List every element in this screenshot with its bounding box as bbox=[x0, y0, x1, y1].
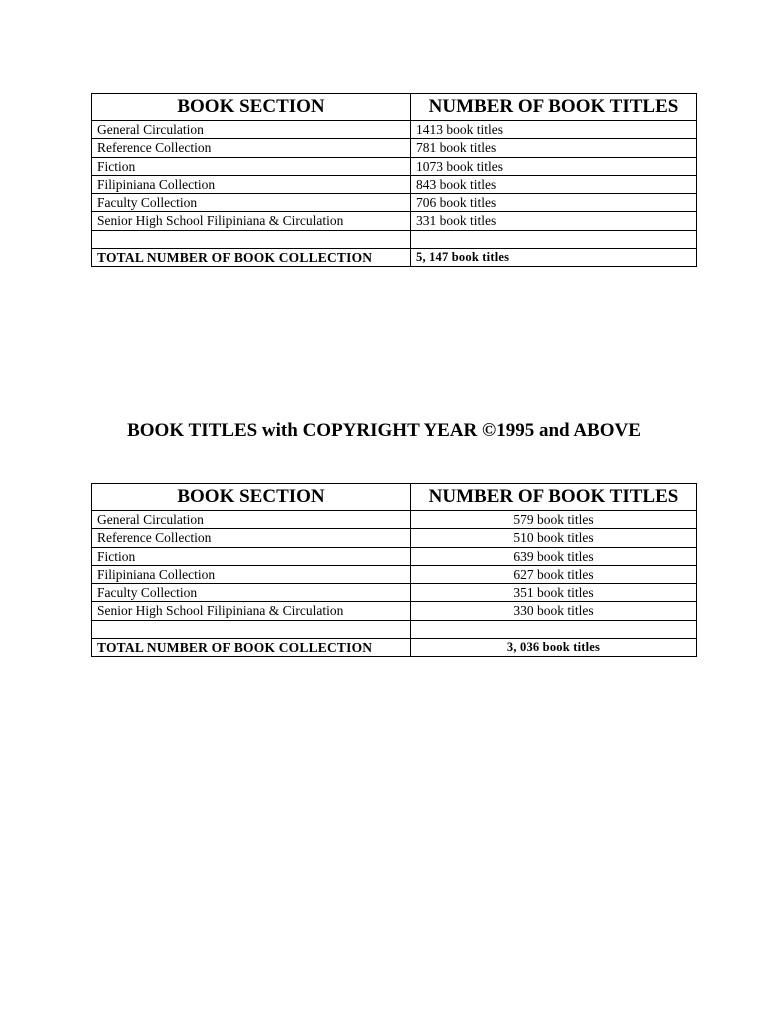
total-label: TOTAL NUMBER OF BOOK COLLECTION bbox=[92, 638, 411, 656]
blank-cell bbox=[411, 230, 697, 248]
table-row bbox=[92, 121, 697, 139]
count-cell: 627 book titles bbox=[411, 565, 697, 583]
section-cell: Reference Collection bbox=[92, 529, 411, 547]
count-cell: 510 book titles bbox=[411, 529, 697, 547]
table-row bbox=[92, 565, 697, 583]
section-cell: Senior High School Filipiniana & Circulation bbox=[92, 602, 411, 620]
section-cell: Faculty Collection bbox=[92, 194, 411, 212]
section-cell: Filipiniana Collection bbox=[92, 565, 411, 583]
table-row bbox=[92, 584, 697, 602]
total-row bbox=[92, 248, 697, 266]
blank-cell bbox=[92, 230, 411, 248]
section-cell: Reference Collection bbox=[92, 139, 411, 157]
blank-cell bbox=[92, 620, 411, 638]
total-label: TOTAL NUMBER OF BOOK COLLECTION bbox=[92, 248, 411, 266]
total-value: 5, 147 book titles bbox=[411, 248, 697, 266]
table-row bbox=[92, 212, 697, 230]
count-cell: 1413 book titles bbox=[411, 121, 697, 139]
section-cell: Filipiniana Collection bbox=[92, 175, 411, 193]
blank-cell bbox=[411, 620, 697, 638]
table-row bbox=[92, 602, 697, 620]
section-heading: BOOK TITLES with COPYRIGHT YEAR ©1995 and ABOVE bbox=[127, 420, 641, 441]
table-row bbox=[92, 194, 697, 212]
column-header-number-of-titles: NUMBER OF BOOK TITLES bbox=[411, 94, 697, 121]
count-cell: 843 book titles bbox=[411, 175, 697, 193]
table-row bbox=[92, 139, 697, 157]
column-header-number-of-titles: NUMBER OF BOOK TITLES bbox=[411, 484, 697, 511]
count-cell: 331 book titles bbox=[411, 212, 697, 230]
table-row bbox=[92, 511, 697, 529]
section-cell: Senior High School Filipiniana & Circulation bbox=[92, 212, 411, 230]
section-cell: Fiction bbox=[92, 547, 411, 565]
table-header-row bbox=[92, 94, 697, 121]
count-cell: 579 book titles bbox=[411, 511, 697, 529]
count-cell: 706 book titles bbox=[411, 194, 697, 212]
column-header-book-section: BOOK SECTION bbox=[92, 94, 411, 121]
book-collection-table bbox=[91, 93, 697, 267]
table-header-row bbox=[92, 484, 697, 511]
copyright-1995-table bbox=[91, 483, 697, 657]
table-row bbox=[92, 157, 697, 175]
blank-row bbox=[92, 230, 697, 248]
total-row bbox=[92, 638, 697, 656]
section-cell: General Circulation bbox=[92, 511, 411, 529]
section-cell: General Circulation bbox=[92, 121, 411, 139]
blank-row bbox=[92, 620, 697, 638]
table-row bbox=[92, 547, 697, 565]
count-cell: 781 book titles bbox=[411, 139, 697, 157]
table-row bbox=[92, 529, 697, 547]
total-value: 3, 036 book titles bbox=[411, 638, 697, 656]
count-cell: 351 book titles bbox=[411, 584, 697, 602]
column-header-book-section: BOOK SECTION bbox=[92, 484, 411, 511]
count-cell: 639 book titles bbox=[411, 547, 697, 565]
count-cell: 330 book titles bbox=[411, 602, 697, 620]
count-cell: 1073 book titles bbox=[411, 157, 697, 175]
section-cell: Faculty Collection bbox=[92, 584, 411, 602]
table-row bbox=[92, 175, 697, 193]
section-cell: Fiction bbox=[92, 157, 411, 175]
